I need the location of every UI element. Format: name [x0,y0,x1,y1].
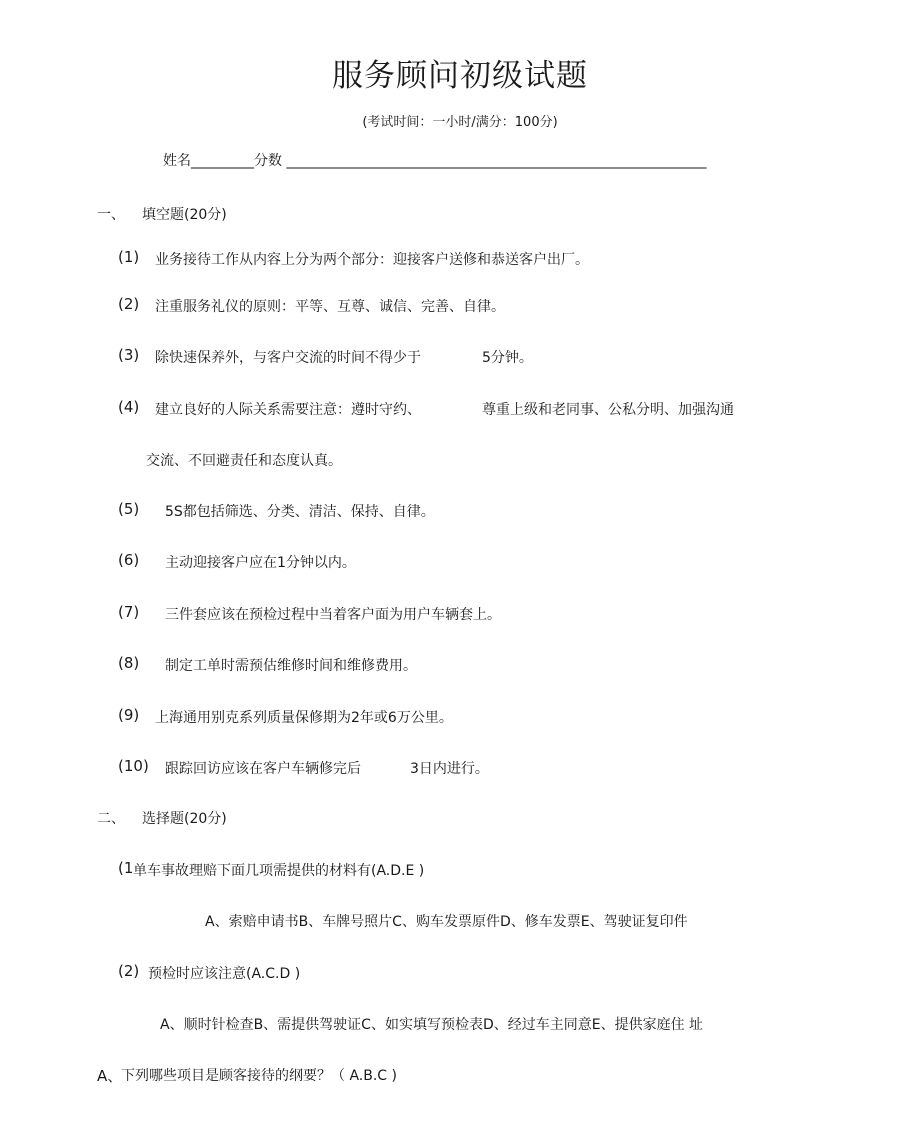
question-number: (5) [118,500,140,518]
name-score-line: 姓名_________分数 ____________________________________________________________ [163,153,707,169]
question-answer: 5分钟。 [482,350,533,366]
question-text: 制定工单时需预估维修时间和维修费用。 [165,658,417,674]
question-text: 单车事故理赔下面几项需提供的材料有(A.D.E ) [133,863,425,879]
question-number: (2) [118,962,140,980]
question-text: 预检时应该注意(A.C.D ) [148,966,301,982]
question-answer: 尊重上级和老同事、公私分明、加强沟通 [482,402,734,418]
question-text: 主动迎接客户应在1分钟以内。 [165,555,356,571]
question-number: (1 [118,859,134,877]
section-heading: 填空题(20分) [142,207,227,223]
question-text: 三件套应该在预检过程中当着客户面为用户车辆套上。 [165,607,501,623]
question-text: 跟踪回访应该在客户车辆修完后 [165,761,361,777]
question-number: (9) [118,706,140,724]
question-text: 业务接待工作从内容上分为两个部分：迎接客户送修和恭送客户出厂。 [155,252,589,268]
section-heading: 选择题(20分) [142,811,227,827]
page-title: 服务顾问初级试题 [332,58,588,94]
question-number: (8) [118,654,140,672]
question-number: (1) [118,248,140,266]
question-answer: 3日内进行。 [410,761,489,777]
question-options: A、索赔申请书B、车牌号照片C、购车发票原件D、修车发票E、驾驶证复印件 [205,914,688,930]
question-continuation: 交流、不回避责任和态度认真。 [146,453,342,469]
question-text: 除快速保养外，与客户交流的时间不得少于 [155,350,421,366]
question-text: 5S都包括筛选、分类、清洁、保持、自律。 [165,504,435,520]
question-number: (7) [118,603,140,621]
question-text: 注重服务礼仪的原则：平等、互尊、诚信、完善、自律。 [155,299,505,315]
question-number: A、 [97,1067,123,1085]
question-number: (2) [118,295,140,313]
question-number: (6) [118,551,140,569]
section-index: 一、 [97,207,125,223]
question-number: (10) [118,757,149,775]
question-text: 下列哪些项目是顾客接待的纲要？（ A.B.C ) [121,1068,397,1084]
question-number: (3) [118,346,140,364]
question-number: (4) [118,398,140,416]
section-index: 二、 [97,811,125,827]
question-text: 上海通用别克系列质量保修期为2年或6万公里。 [155,710,453,726]
question-text: 建立良好的人际关系需要注意：遵时守约、 [155,402,421,418]
exam-info: (考试时间：一小时/满分：100分) [362,115,558,130]
question-options: A、顺时针检查B、需提供驾驶证C、如实填写预检表D、经过车主同意E、提供家庭住 址 [160,1017,704,1033]
